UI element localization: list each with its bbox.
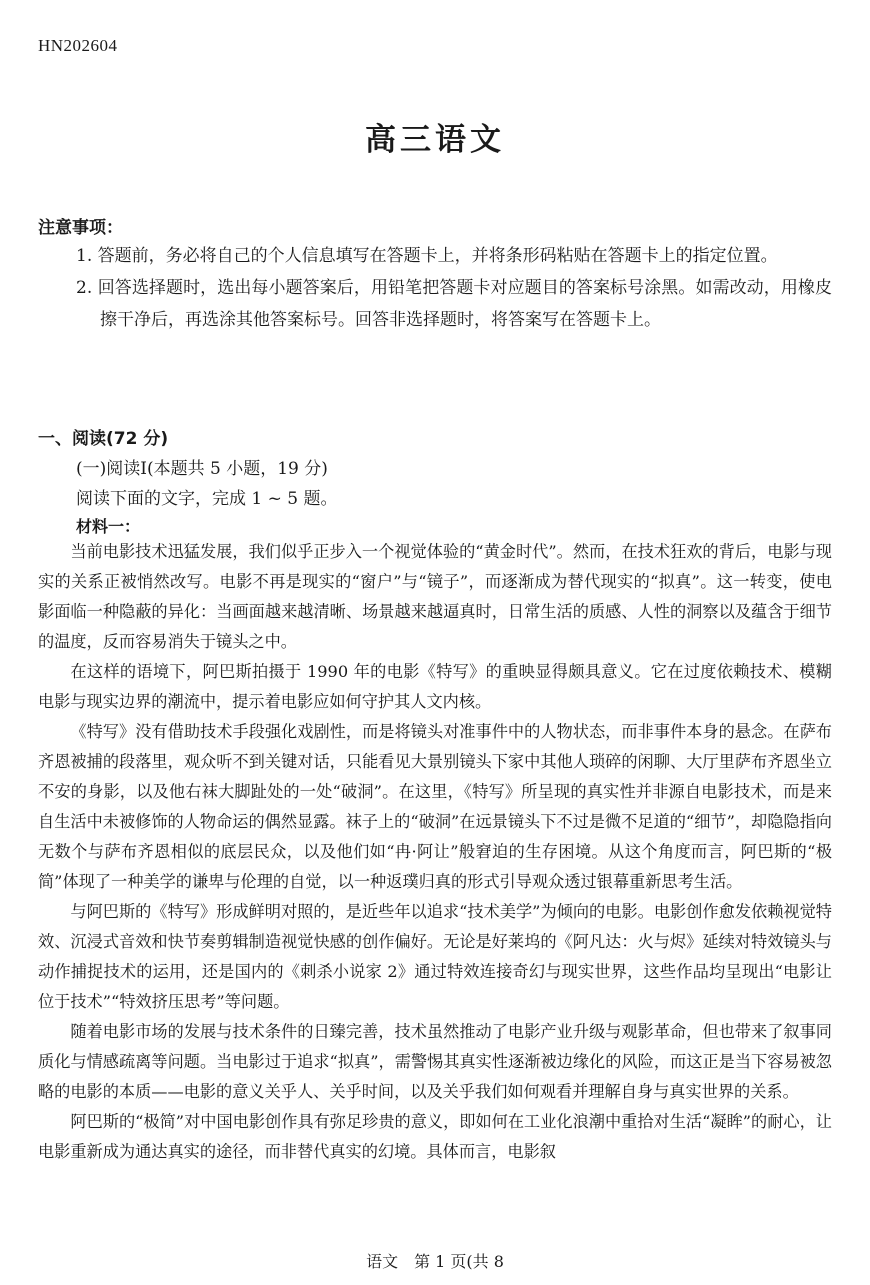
- passage-paragraph-1: 当前电影技术迅猛发展，我们似乎正步入一个视觉体验的“黄金时代”。然而，在技术狂欢的背后，电影与现实的关系正被悄然改写。电影不再是现实的“窗户”与“镜子”，而逐渐成为替代现实的“拟真”。这一转变，使电影面临一种隐蔽的异化：当画面越来越清晰、场景越来越逼真时，日常生活的质感、人性的洞察以及蕴含于细节的温度，反而容易消失于镜头之中。: [38, 542, 832, 651]
- passage-paragraph-4: 与阿巴斯的《特写》形成鲜明对照的，是近些年以追求“技术美学”为倾向的电影。电影创作愈发依赖视觉特效、沉浸式音效和快节奏剪辑制造视觉快感的创作偏好。无论是好莱坞的《阿凡达：火与烬》延续对特效镜头与动作捕捉技术的运用，还是国内的《刺杀小说家 2》通过特效连接奇幻与现实世界，这些作品均呈现出“电影让位于技术”“特效挤压思考”等问题。: [38, 902, 832, 1011]
- passage-paragraph-6: 阿巴斯的“极简”对中国电影创作具有弥足珍贵的意义，即如何在工业化浪潮中重拾对生活“凝眸”的耐心，让电影重新成为通达真实的途径，而非替代真实的幻境。具体而言，电影叙: [38, 1112, 832, 1161]
- section-heading: 一、阅读(72 分): [38, 429, 169, 449]
- notes-heading: 注意事项：: [38, 218, 123, 238]
- note-item-1: 1. 答题前，务必将自己的个人信息填写在答题卡上，并将条形码粘贴在答题卡上的指定位置。: [76, 246, 778, 266]
- passage-paragraph-3: 《特写》没有借助技术手段强化戏剧性，而是将镜头对准事件中的人物状态，而非事件本身的悬念。在萨布齐恩被捕的段落里，观众听不到关键对话，只能看见大景别镜头下家中其他人琐碎的闲聊、大厅里萨布齐恩坐立不安的身影，以及他右袜大脚趾处的一处“破洞”。在这里，《特写》所呈现的真实性并非源自电影技术，而是来自生活中未被修饰的人物命运的偶然显露。袜子上的“破洞”在远景镜头下不过是微不足道的“细节”，却隐隐指向无数个与萨布齐恩相似的底层民众，以及他们如“冉·阿让”般窘迫的生存困境。从这个角度而言，阿巴斯的“极简”体现了一种美学的谦卑与伦理的自觉，以一种返璞归真的形式引导观众透过银幕重新思考生活。: [38, 722, 832, 891]
- passage-paragraph-2: 在这样的语境下，阿巴斯拍摄于 1990 年的电影《特写》的重映显得颇具意义。它在过度依赖技术、模糊电影与现实边界的潮流中，提示着电影应如何守护其人文内核。: [38, 662, 832, 711]
- note-item-2: 2. 回答选择题时，选出每小题答案后，用铅笔把答题卡对应题目的答案标号涂黑。如需改动，用橡皮擦干净后，再选涂其他答案标号。回答非选择题时，将答案写在答题卡上。: [76, 278, 832, 330]
- passage: [38, 537, 832, 1167]
- page-footer: 语文 第 1 页(共 8: [366, 1252, 504, 1271]
- exam-code: HN202604: [38, 36, 118, 55]
- reading-instruction: 阅读下面的文字，完成 1 ~ 5 题。: [76, 489, 338, 509]
- material-label: 材料一：: [76, 517, 141, 536]
- notes-list: [76, 240, 832, 336]
- passage-paragraph-5: 随着电影市场的发展与技术条件的日臻完善，技术虽然推动了电影产业升级与观影革命，但也带来了叙事同质化与情感疏离等问题。当电影过于追求“拟真”，需警惕其真实性逐渐被边缘化的风险，而这正是当下容易被忽略的电影的本质——电影的意义关乎人、关乎时间，以及关乎我们如何观看并理解自身与真实世界的关系。: [38, 1022, 832, 1101]
- sub-section-title: (一)阅读Ⅰ(本题共 5 小题，19 分): [76, 459, 328, 479]
- page-title: 高三语文: [365, 122, 505, 158]
